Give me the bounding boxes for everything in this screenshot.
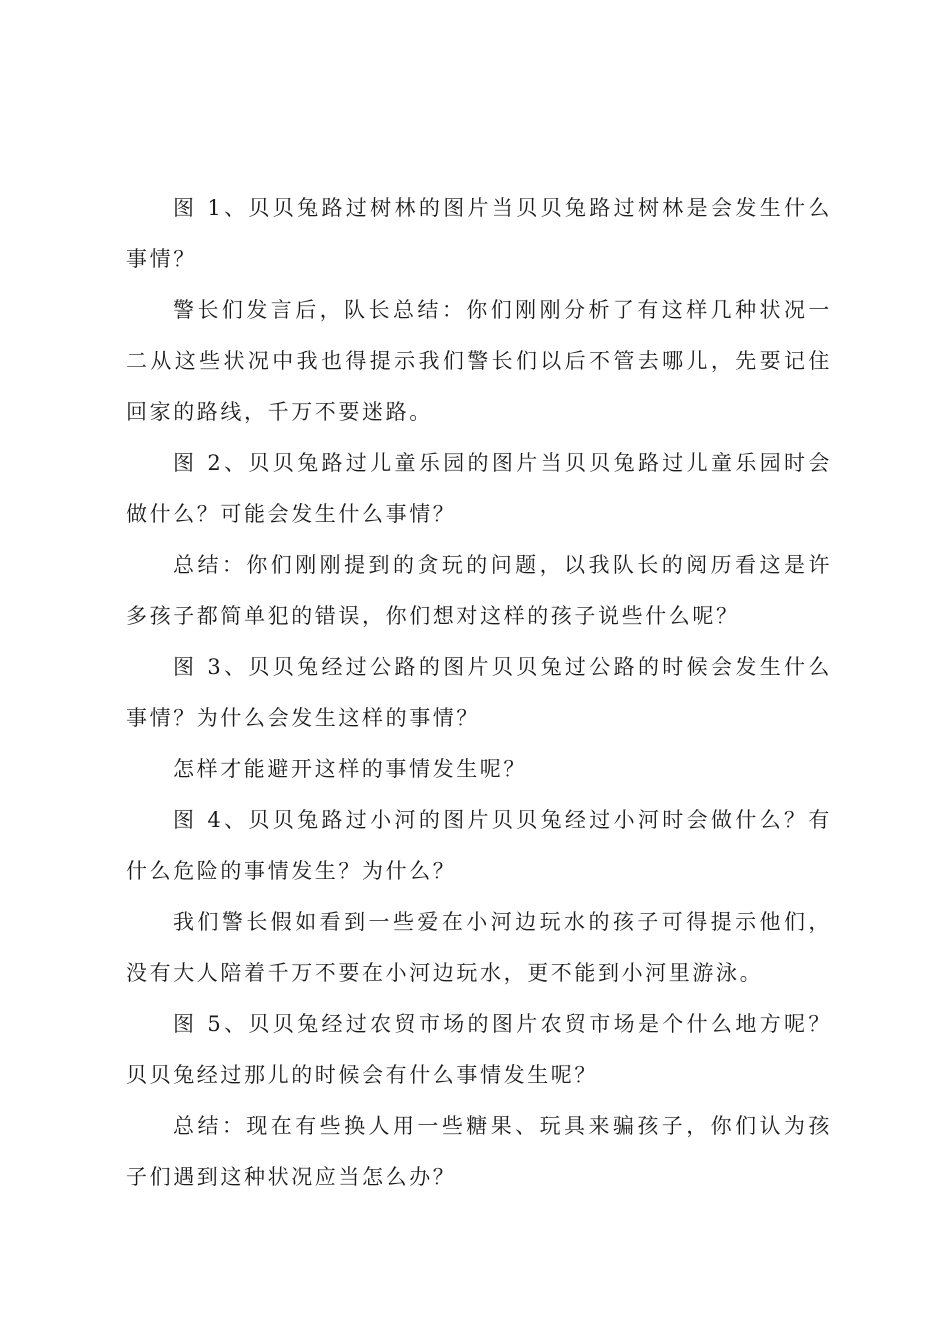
paragraph-7: 图 4、贝贝兔路过小河的图片贝贝兔经过小河时会做什么？有什么危险的事情发生？为什么？ (126, 808, 832, 883)
paragraph-4: 总结：你们刚刚提到的贪玩的问题，以我队长的阅历看这是许多孩子都简单犯的错误，你们想对这样的孩子说些什么呢？ (126, 553, 832, 628)
paragraph-1: 图 1、贝贝兔路过树林的图片当贝贝兔路过树林是会发生什么事情？ (126, 196, 832, 271)
paragraph-10: 总结：现在有些换人用一些糖果、玩具来骗孩子，你们认为孩子们遇到这种状况应当怎么办？ (126, 1114, 832, 1189)
paragraph-9: 图 5、贝贝兔经过农贸市场的图片农贸市场是个什么地方呢？贝贝兔经过那儿的时候会有什么事情发生呢？ (126, 1012, 832, 1087)
paragraph-8: 我们警长假如看到一些爱在小河边玩水的孩子可得提示他们，没有大人陪着千万不要在小河边玩水，更不能到小河里游泳。 (126, 910, 832, 985)
paragraph-2: 警长们发言后，队长总结：你们刚刚分析了有这样几种状况一二从这些状况中我也得提示我们警长们以后不管去哪儿，先要记住回家的路线，千万不要迷路。 (126, 298, 832, 424)
paragraph-6: 怎样才能避开这样的事情发生呢？ (173, 757, 527, 781)
paragraph-3: 图 2、贝贝兔路过儿童乐园的图片当贝贝兔路过儿童乐园时会做什么？可能会发生什么事情？ (126, 451, 832, 526)
document-body (126, 183, 832, 1203)
paragraph-5: 图 3、贝贝兔经过公路的图片贝贝兔过公路的时候会发生什么事情？为什么会发生这样的事情？ (126, 655, 832, 730)
